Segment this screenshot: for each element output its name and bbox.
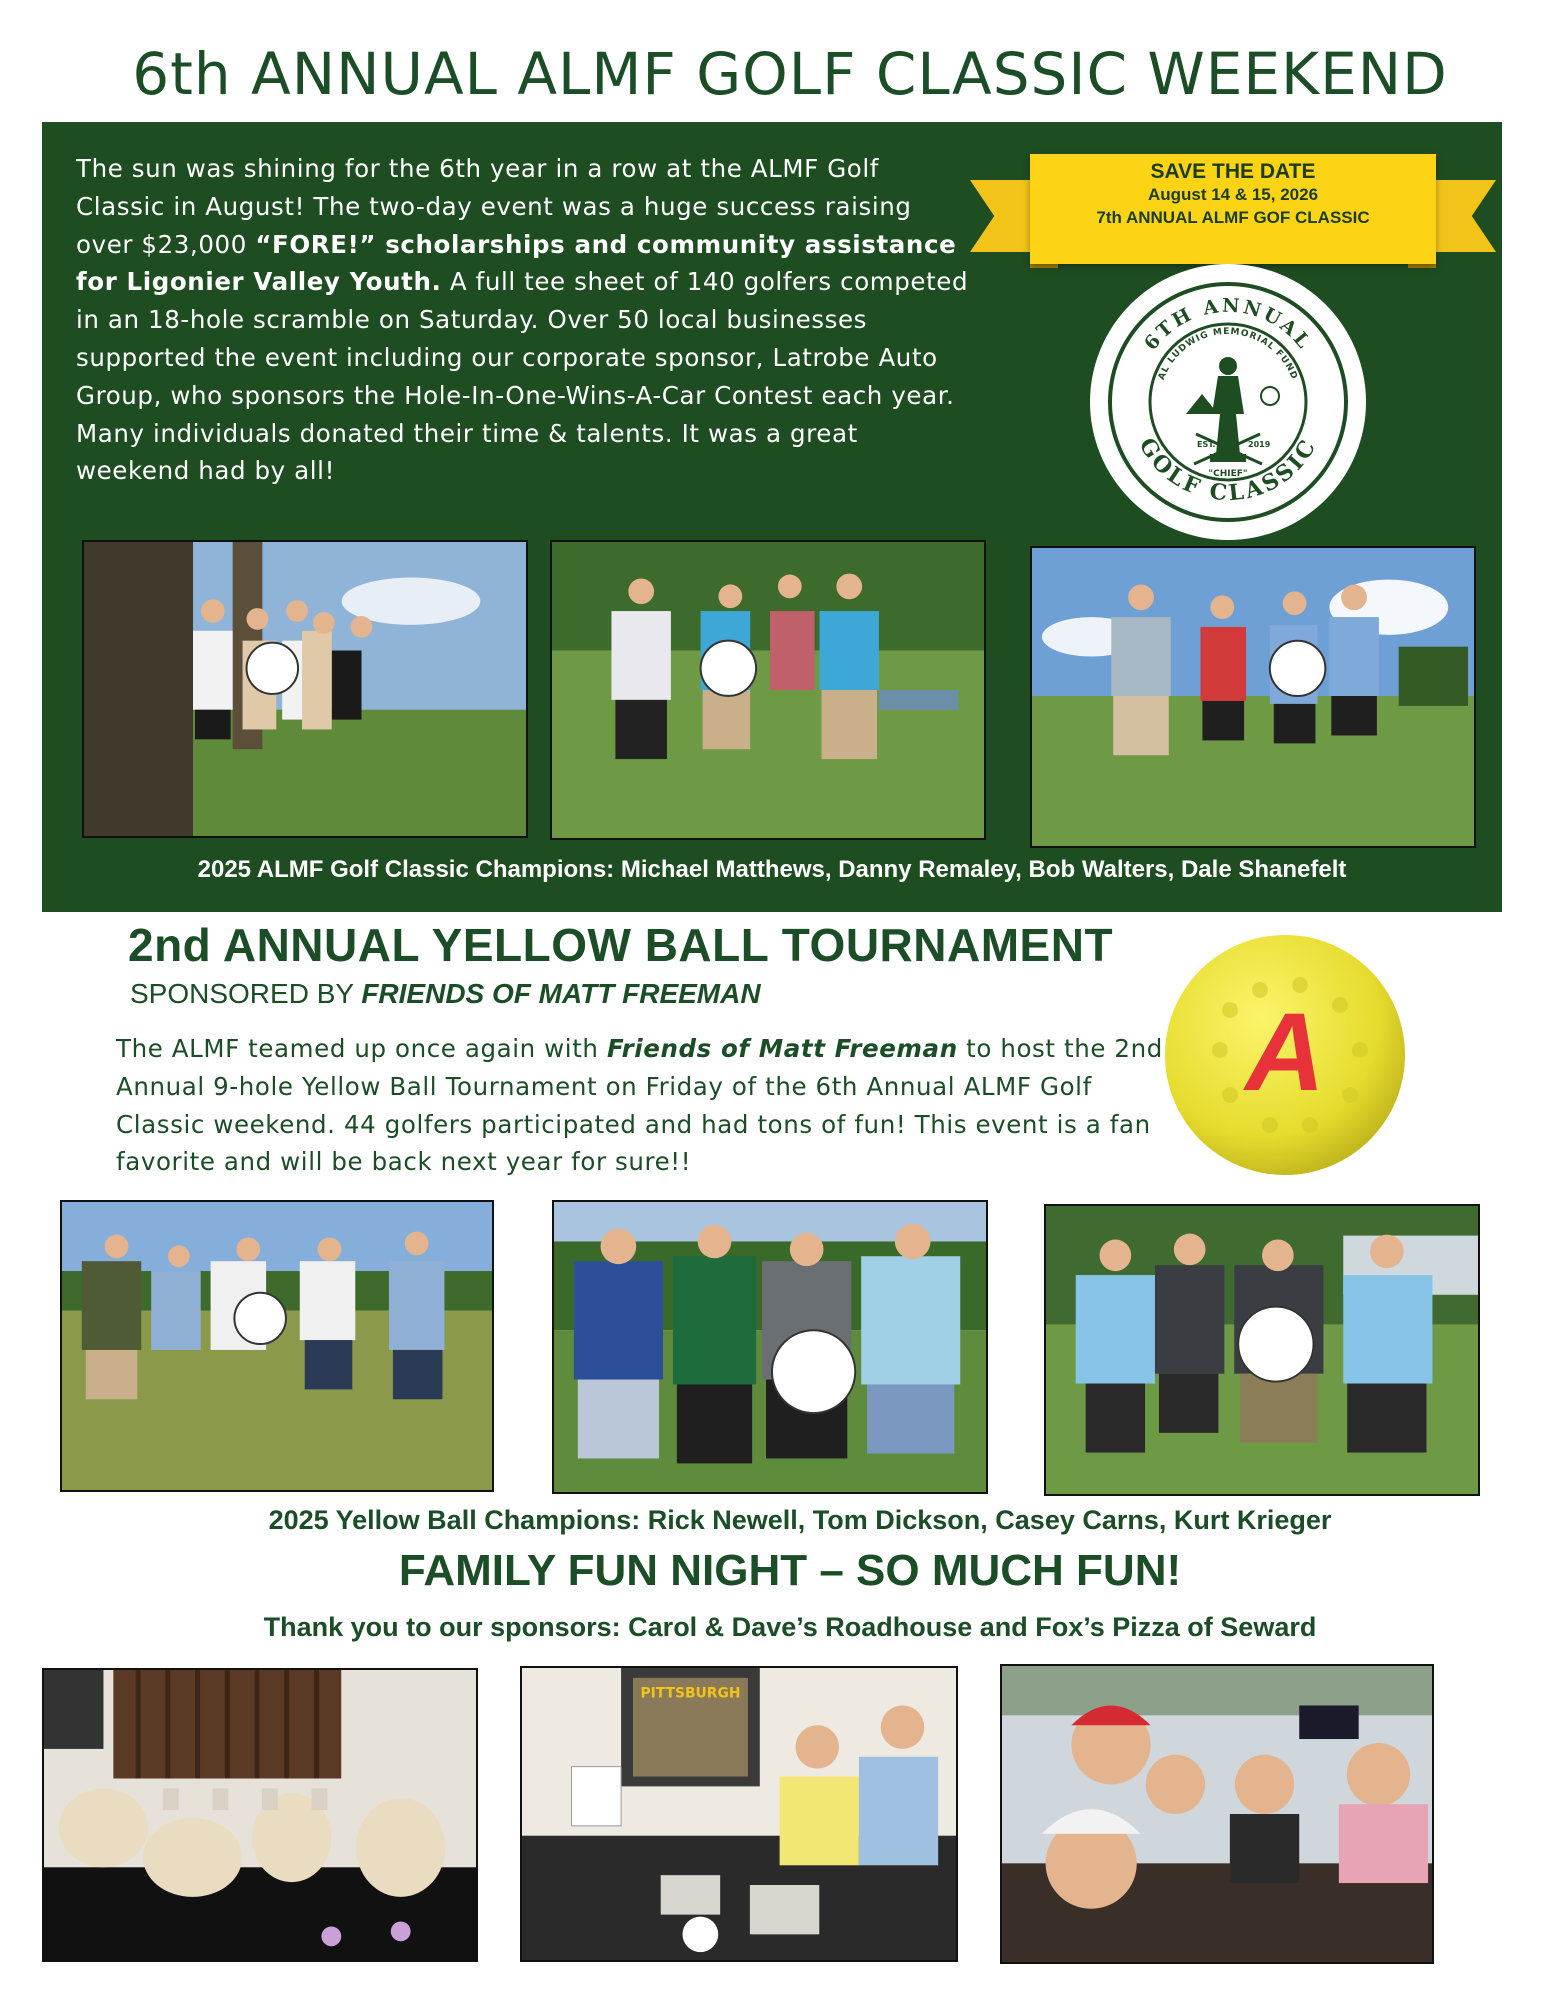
yellow-ball-heading: 2nd ANNUAL YELLOW BALL TOURNAMENT xyxy=(128,919,1114,971)
intro-text-2: A full tee sheet of 140 golfers competed in an 18-hole scramble on Saturday. Over 50 local businesses supported the event including our corporate sponsor, Latrobe Auto Group, who sponsors the Hole-In-One-Wins-A-Car Contest each year. Many individuals donated their time & talents. It was a great weekend had by all! xyxy=(76,267,969,486)
golf-photo-3 xyxy=(1030,546,1476,848)
save-the-date-dates: August 14 & 15, 2026 xyxy=(1147,185,1319,204)
family-night-thanks: Thank you to our sponsors: Carol & Dave’s Roadhouse and Fox’s Pizza of Seward xyxy=(263,1612,1317,1642)
yb-text-1: The ALMF teamed up once again with xyxy=(116,1034,607,1063)
intro-text-bold: “FORE!” scholarships and community assistance for Ligonier Valley Youth. xyxy=(76,229,957,297)
save-the-date-banner xyxy=(1030,154,1436,264)
family-night-photo-3 xyxy=(1000,1664,1434,1964)
family-night-photo-2 xyxy=(520,1666,958,1962)
yb-text-2: to host the 2nd Annual 9-hole Yellow Ball Tournament on Friday of the 6th Annual ALMF Golf Classic weekend. 44 golfers participated and had tons of fun! This event is a fan favorite and will be back next year for sure!! xyxy=(116,1034,1163,1177)
photo-sign-text: PITTSBURGH xyxy=(640,1685,741,1702)
yellow-ball-photo-3 xyxy=(1044,1204,1480,1496)
family-night-heading: FAMILY FUN NIGHT – SO MUCH FUN! xyxy=(398,1546,1182,1595)
golf-photo-2 xyxy=(550,540,986,840)
logo-inner-text: AL LUDWIG MEMORIAL FUND xyxy=(1156,326,1300,382)
yb-text-sponsor: Friends of Matt Freeman xyxy=(606,1034,958,1063)
logo-year: 2019 xyxy=(1248,440,1271,449)
save-the-date-event: 7th ANNUAL ALMF GOF CLASSIC xyxy=(1096,208,1370,227)
logo-chief: "CHIEF" xyxy=(1208,469,1248,479)
yellow-ball-photo-2 xyxy=(552,1200,988,1494)
family-night-photo-1 xyxy=(42,1668,478,1962)
page-title: 6th ANNUAL ALMF GOLF CLASSIC WEEKEND xyxy=(132,40,1448,108)
logo-top-text: 6TH ANNUAL xyxy=(1139,294,1317,355)
yellow-ball-photo-1 xyxy=(60,1200,494,1492)
sponsor-name: FRIENDS OF MATT FREEMAN xyxy=(361,978,761,1009)
yellow-ball-graphic xyxy=(1160,930,1410,1180)
yellow-ball-sponsored xyxy=(130,978,761,1010)
logo-bottom-text: GOLF CLASSIC xyxy=(1133,433,1323,507)
yellow-ball-caption: 2025 Yellow Ball Champions: Rick Newell, Tom Dickson, Casey Carns, Kurt Krieger xyxy=(268,1505,1332,1535)
save-the-date-title: SAVE THE DATE xyxy=(1150,160,1316,183)
intro-text-1: The sun was shining for the 6th year in a row at the ALMF Golf Classic in August! The two-day event was a huge success raising over $23,000 xyxy=(76,154,912,259)
logo-emblem xyxy=(1090,264,1366,540)
golf-classic-caption: 2025 ALMF Golf Classic Champions: Michael Matthews, Danny Remaley, Bob Walters, Dale Shanefelt xyxy=(197,856,1347,883)
logo-est: EST. xyxy=(1197,440,1216,449)
golf-classic-logo xyxy=(1090,264,1366,540)
ball-letter: A xyxy=(1245,991,1325,1114)
sponsored-prefix: SPONSORED BY xyxy=(130,978,362,1009)
golf-photo-1 xyxy=(82,540,528,838)
yellow-ball-paragraph xyxy=(116,1030,1176,1181)
intro-paragraph xyxy=(76,150,976,490)
